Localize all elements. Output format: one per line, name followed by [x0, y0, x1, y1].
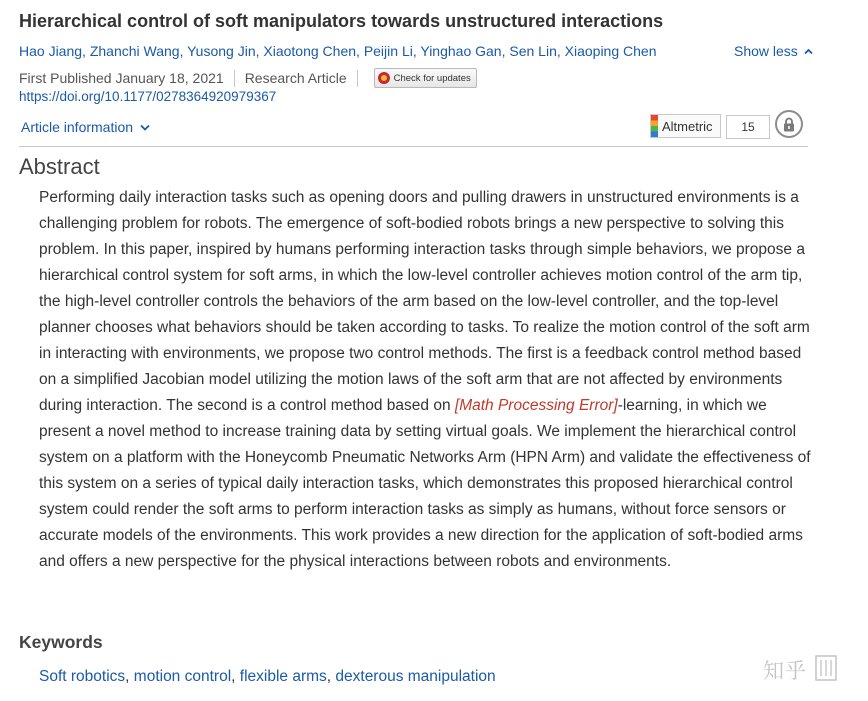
- keyword-list: [39, 668, 496, 686]
- crossmark-icon: [378, 72, 390, 84]
- author-separator: ,: [556, 43, 565, 59]
- show-less-label: Show less: [734, 43, 798, 59]
- watermark-seal-icon: [815, 655, 837, 681]
- watermark-text: 知乎: [763, 659, 807, 683]
- article-information-label: Article information: [21, 119, 134, 135]
- keyword-link[interactable]: Soft robotics: [39, 668, 126, 685]
- author-separator: ,: [412, 43, 421, 59]
- author-link[interactable]: Sen Lin: [509, 43, 557, 59]
- altmetric-badge[interactable]: [650, 114, 721, 138]
- author-link[interactable]: Zhanchi Wang: [89, 43, 180, 59]
- author-separator: ,: [356, 43, 364, 59]
- author-link[interactable]: Xiaoping Chen: [564, 43, 657, 59]
- author-separator: ,: [255, 43, 264, 59]
- abstract-text-part: -learning, in which we present a novel method to increase training data by setting virtual goals. We implement the hierarchical control system on a platform with the Honeycomb Pneumatic Networks Arm (HPN Arm) and validate the effectiveness of this system on a series of typical daily interaction tasks, which demonstrates this proposed hierarchical control system could render the soft arms to perform interaction tasks as simply as humans, without force sensors or accurate models of the environments. This work provides a new direction for the application of soft-bodied arms and offers a new perspective for the physical interactions between robots and environments.: [39, 397, 811, 570]
- altmetric-score: 15: [726, 115, 770, 139]
- first-published: First Published January 18, 2021: [19, 70, 224, 86]
- author-link[interactable]: Hao Jiang: [19, 43, 83, 59]
- keyword-link[interactable]: dexterous manipulation: [335, 668, 496, 685]
- keyword-separator: ,: [231, 668, 240, 685]
- author-link[interactable]: Yusong Jin: [187, 43, 256, 59]
- abstract-heading: Abstract: [19, 154, 100, 179]
- author-link[interactable]: Xiaotong Chen: [263, 43, 357, 59]
- keyword-link[interactable]: flexible arms: [239, 668, 327, 685]
- meta-divider: [357, 70, 358, 87]
- altmetric-logo-icon: [651, 115, 658, 137]
- keyword-separator: ,: [125, 668, 134, 685]
- chevron-down-icon: [140, 124, 150, 131]
- doi-link[interactable]: https://doi.org/10.1177/0278364920979367: [19, 89, 277, 104]
- article-information-toggle[interactable]: [21, 119, 150, 135]
- lock-icon: [783, 117, 795, 132]
- author-separator: ,: [179, 43, 188, 59]
- check-for-updates-button[interactable]: [374, 68, 477, 88]
- author-link[interactable]: Peijin Li: [363, 43, 413, 59]
- article-title: Hierarchical control of soft manipulators towards unstructured interactions: [19, 11, 664, 31]
- zhihu-watermark: [763, 655, 837, 685]
- chevron-up-icon: [804, 48, 813, 55]
- show-less-toggle[interactable]: [734, 43, 813, 59]
- abstract-text: [39, 185, 814, 575]
- check-for-updates-label: Check for updates: [393, 72, 471, 84]
- author-list: [19, 43, 657, 59]
- altmetric-label: Altmetric: [662, 118, 713, 134]
- math-processing-error: [Math Processing Error]: [454, 397, 618, 414]
- keywords-heading: Keywords: [19, 632, 103, 652]
- author-separator: ,: [501, 43, 510, 59]
- abstract-text-part: Performing daily interaction tasks such as opening doors and pulling drawers in unstructured environments is a challenging problem for robots. The emergence of soft-bodied robots brings a new perspective to solving this problem. In this paper, inspired by humans performing interaction tasks through simple behaviors, we propose a hierarchical control system for soft arms, in which the low-level controller achieves motion control of the arm tip, the high-level controller controls the behaviors of the arm based on the low-level controller, and the top-level planner chooses what behaviors should be taken according to tasks. To realize the motion control of the soft arm in interacting with environments, we propose two control methods. The first is a feedback control method based on a simplified Jacobian model utilizing the motion laws of the soft arm that are not affected by environments during interaction. The second is a control method based on: [39, 189, 810, 414]
- author-link[interactable]: Yinghao Gan: [420, 43, 502, 59]
- access-lock-button[interactable]: [775, 110, 803, 138]
- meta-divider: [234, 70, 235, 87]
- keyword-separator: ,: [326, 668, 336, 685]
- section-divider: [19, 146, 808, 147]
- author-separator: ,: [82, 43, 90, 59]
- keyword-link[interactable]: motion control: [133, 668, 232, 685]
- publication-meta: [19, 68, 477, 88]
- article-type: Research Article: [244, 70, 347, 86]
